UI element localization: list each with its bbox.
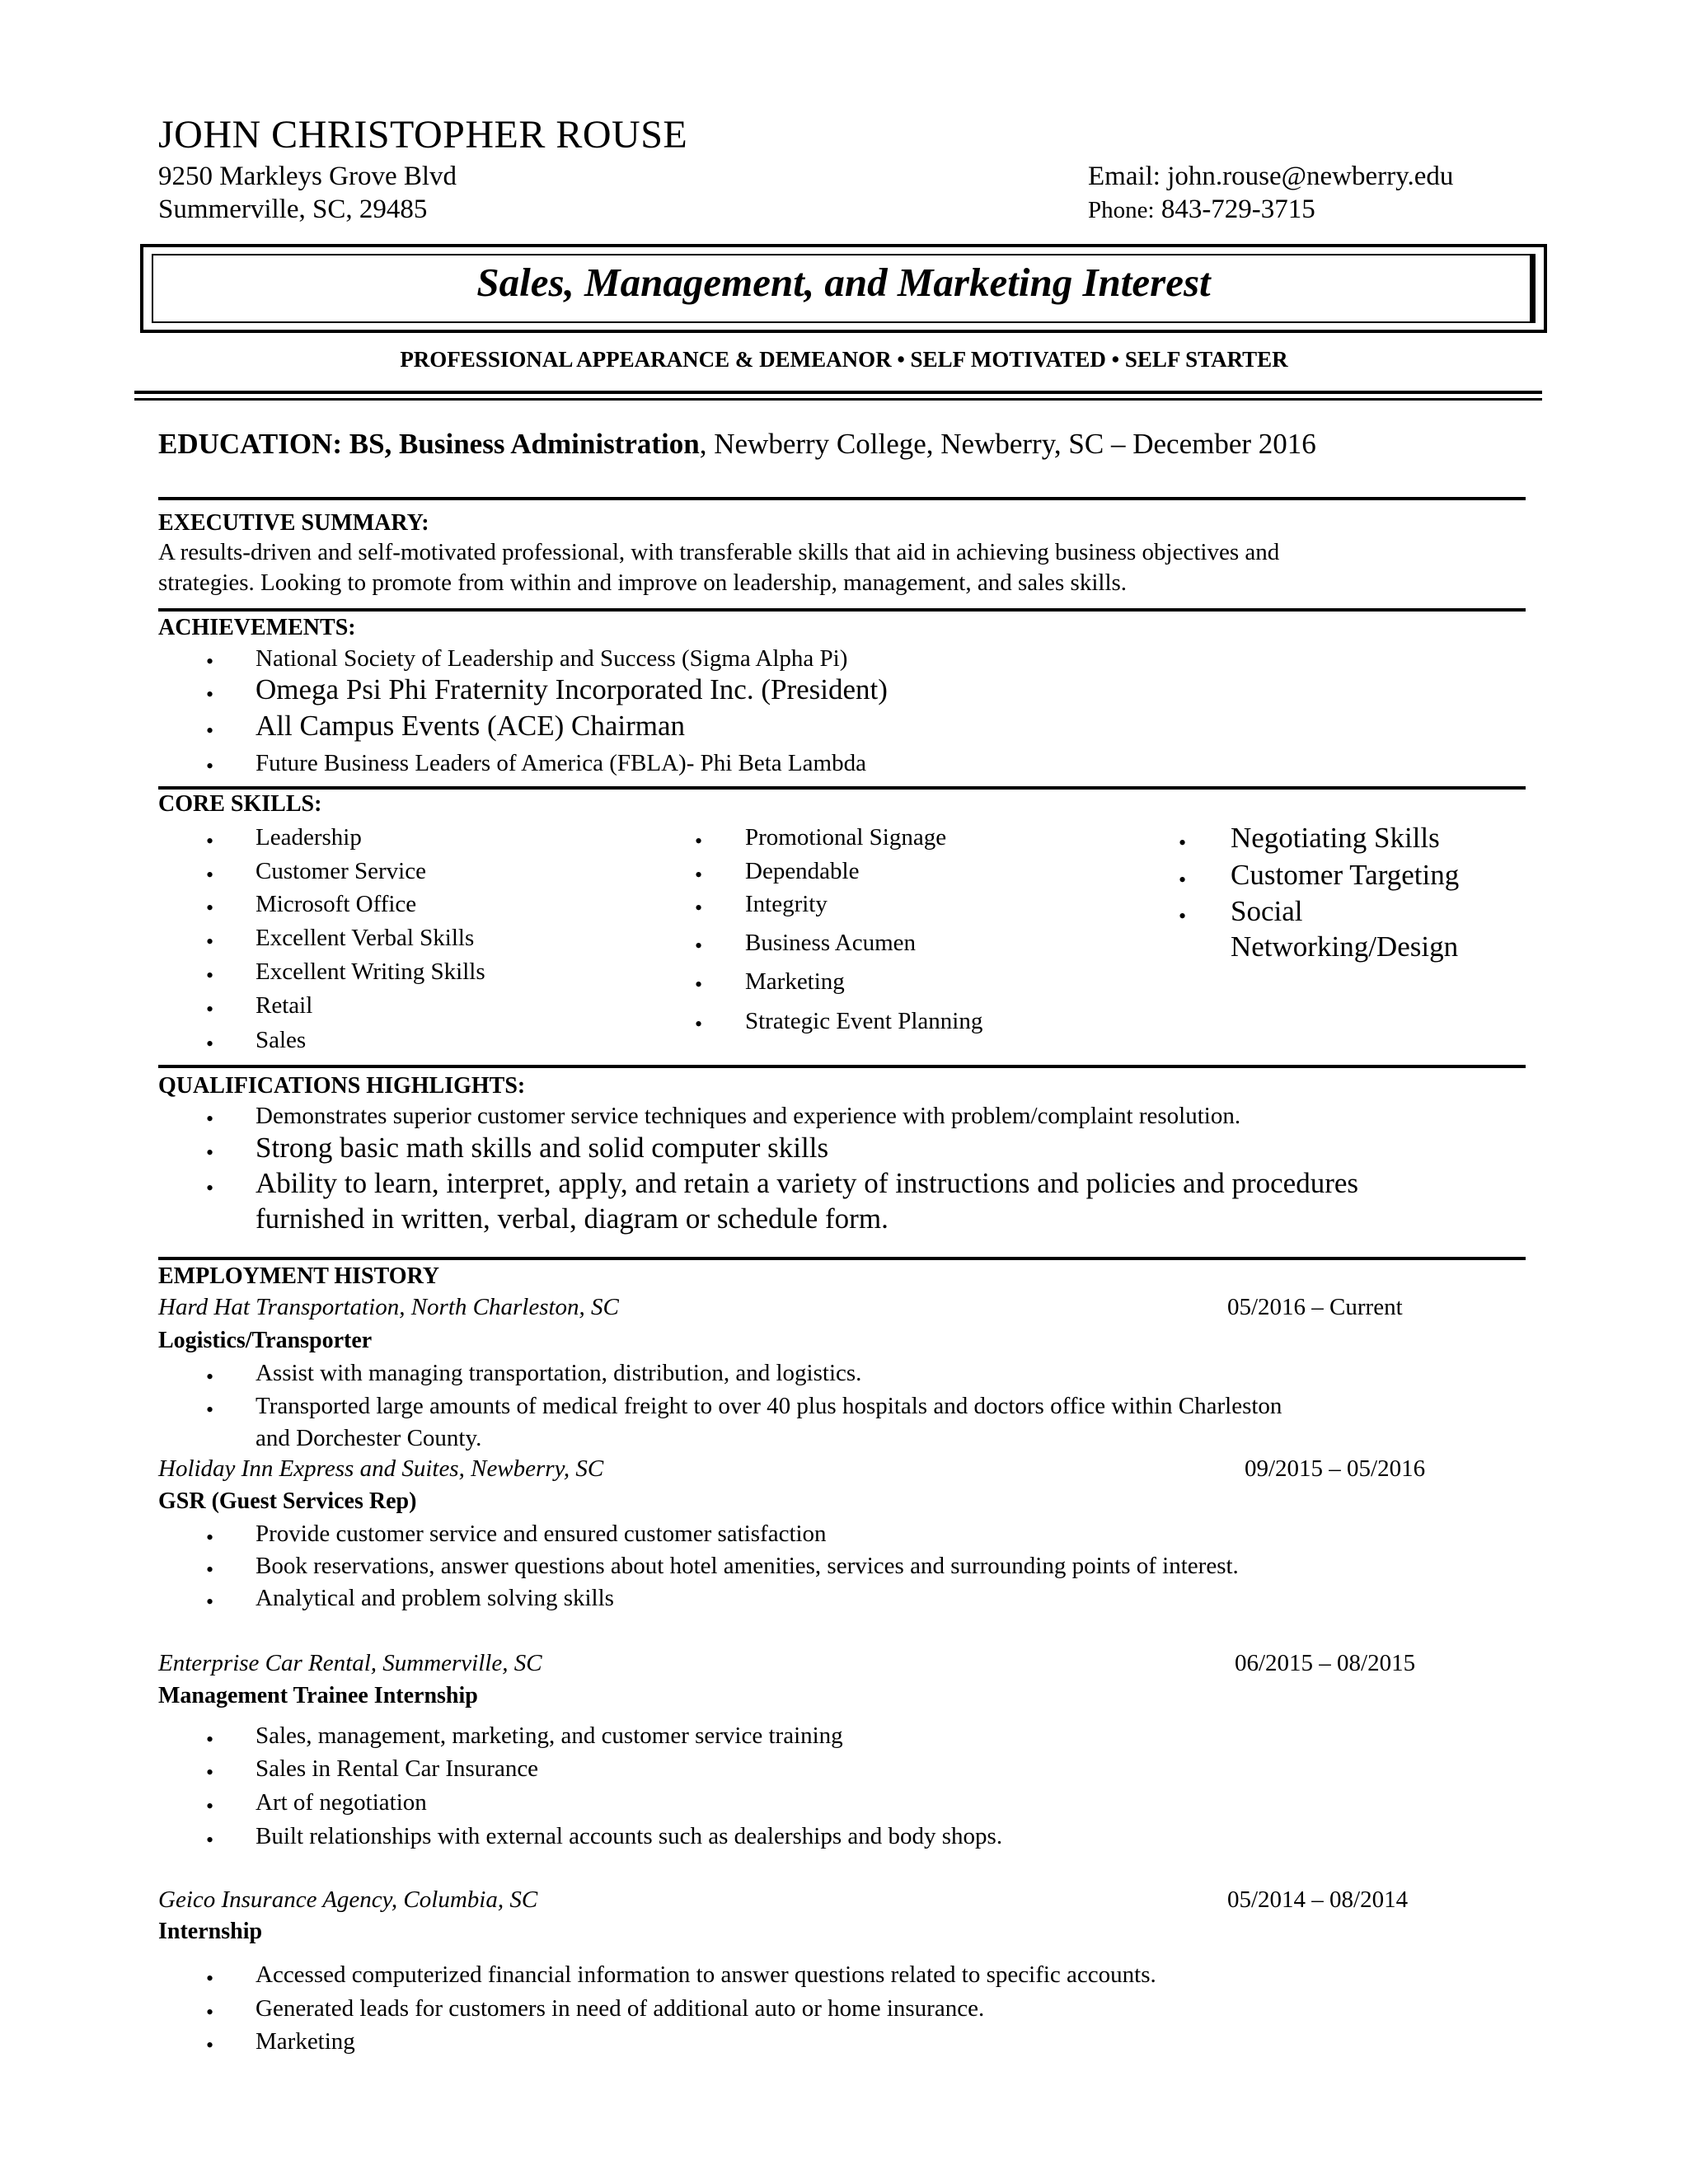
address-line-1: 9250 Markleys Grove Blvd [158, 162, 457, 191]
bullet: • [206, 1828, 214, 1852]
job-company: Holiday Inn Express and Suites, Newberry, SC [158, 1455, 604, 1482]
divider [158, 497, 1526, 500]
job-bullet: Assist with managing transportation, distribution, and logistics. [256, 1360, 862, 1386]
job-bullet-continuation: and Dorchester County. [256, 1425, 482, 1451]
job-company: Enterprise Car Rental, Summerville, SC [158, 1650, 542, 1676]
achievement-item: All Campus Events (ACE) Chairman [256, 710, 686, 742]
divider [134, 391, 1542, 394]
job-company: Hard Hat Transportation, North Charleston, SC [158, 1294, 619, 1320]
bullet: • [206, 2000, 214, 2024]
job-bullet: Sales, management, marketing, and customer service training [256, 1722, 843, 1749]
job-bullet: Marketing [256, 2028, 355, 2055]
job-role: GSR (Guest Services Rep) [158, 1488, 417, 1514]
education-label: EDUCATION: [158, 428, 342, 460]
skill-item: Customer Targeting [1231, 859, 1460, 891]
job-bullet: Generated leads for customers in need of additional auto or home insurance. [256, 1995, 985, 2022]
divider [158, 786, 1526, 790]
job-dates: 06/2015 – 08/2015 [1235, 1650, 1416, 1676]
bullet: • [206, 1141, 214, 1165]
qualification-item: Ability to learn, interpret, apply, and retain a variety of instructions and policies and procedures [256, 1167, 1358, 1199]
job-bullet: Sales in Rental Car Insurance [256, 1755, 539, 1782]
job-dates: 05/2016 – Current [1227, 1294, 1403, 1320]
bullet: • [206, 896, 214, 920]
skill-item: Leadership [256, 824, 362, 851]
bullet: • [206, 1526, 214, 1549]
job-bullet: Accessed computerized financial information to answer questions related to specific accounts. [256, 1961, 1156, 1988]
personal-attributes: PROFESSIONAL APPEARANCE & DEMEANOR • SELF MOTIVATED • SELF STARTER [400, 347, 1288, 372]
achievement-item: Omega Psi Phi Fraternity Incorporated Inc. (President) [256, 673, 888, 705]
bullet: • [206, 1365, 214, 1389]
education-line [158, 428, 1316, 461]
executive-summary-line-1: A results-driven and self-motivated professional, with transferable skills that aid in achieving business objectives and [158, 539, 1280, 565]
skill-item: Sales [256, 1027, 307, 1053]
job-bullet: Book reservations, answer questions about hotel amenities, services and surrounding points of interest. [256, 1553, 1239, 1579]
bullet: • [1179, 904, 1187, 928]
skill-item: Customer Service [256, 858, 426, 884]
bullet: • [206, 649, 214, 673]
executive-summary-heading: EXECUTIVE SUMMARY: [158, 510, 429, 536]
skill-item: Dependable [745, 858, 860, 884]
bullet: • [206, 829, 214, 853]
job-bullet: Provide customer service and ensured customer satisfaction [256, 1521, 827, 1547]
skill-item: Promotional Signage [745, 824, 947, 851]
skill-item: Social [1231, 895, 1303, 927]
skill-item: Excellent Verbal Skills [256, 925, 475, 951]
job-bullet: Analytical and problem solving skills [256, 1585, 614, 1611]
job-role: Logistics/Transporter [158, 1328, 373, 1353]
bullet: • [206, 682, 214, 706]
bullet: • [206, 1966, 214, 1990]
bullet: • [206, 719, 214, 743]
bullet: • [695, 829, 703, 853]
bullet: • [206, 2033, 214, 2057]
bullet: • [206, 1032, 214, 1056]
core-skills-heading: CORE SKILLS: [158, 791, 322, 817]
bullet: • [695, 863, 703, 887]
skill-item: Integrity [745, 891, 828, 917]
bullet: • [206, 997, 214, 1021]
achievements-heading: ACHIEVEMENTS: [158, 615, 356, 640]
achievement-item: Future Business Leaders of America (FBLA)- Phi Beta Lambda [256, 750, 866, 776]
divider [158, 608, 1526, 612]
skill-item: Business Acumen [745, 930, 917, 956]
bullet: • [206, 1760, 214, 1784]
qualification-item: Demonstrates superior customer service techniques and experience with problem/complaint resolution. [256, 1103, 1241, 1129]
phone-number[interactable]: 843-729-3715 [1160, 194, 1315, 224]
address-line-2: Summerville, SC, 29485 [158, 194, 428, 224]
bullet: • [695, 934, 703, 958]
job-company: Geico Insurance Agency, Columbia, SC [158, 1886, 538, 1913]
job-role: Management Trainee Internship [158, 1683, 478, 1708]
bullet: • [206, 754, 214, 778]
job-bullet: Built relationships with external accounts such as dealerships and body shops. [256, 1823, 1003, 1849]
achievement-item: National Society of Leadership and Success (Sigma Alpha Pi) [256, 645, 848, 672]
education-details: , Newberry College, Newberry, SC – December 2016 [699, 428, 1316, 460]
objective-banner [140, 244, 1547, 333]
skill-item: Marketing [745, 968, 845, 995]
divider [158, 1065, 1526, 1068]
bullet: • [206, 930, 214, 954]
phone-line [1088, 194, 1315, 225]
job-bullet: Art of negotiation [256, 1789, 427, 1816]
phone-label: Phone: [1088, 197, 1155, 223]
job-role: Internship [158, 1919, 263, 1944]
bullet: • [206, 1558, 214, 1582]
bullet: • [206, 1107, 214, 1131]
skill-item: Microsoft Office [256, 891, 417, 917]
bullet: • [695, 972, 703, 996]
email[interactable]: Email: john.rouse@newberry.edu [1088, 162, 1454, 191]
bullet: • [1179, 831, 1187, 855]
bullet: • [206, 1398, 214, 1422]
executive-summary-line-2: strategies. Looking to promote from within and improve on leadership, management, and sales skills. [158, 569, 1128, 596]
bullet: • [206, 1727, 214, 1751]
bullet: • [206, 863, 214, 887]
education-degree: BS, Business Administration [349, 428, 700, 460]
bullet: • [695, 896, 703, 920]
job-dates: 09/2015 – 05/2016 [1245, 1455, 1426, 1482]
job-dates: 05/2014 – 08/2014 [1227, 1886, 1409, 1913]
skill-item: Strategic Event Planning [745, 1008, 983, 1034]
candidate-name: JOHN CHRISTOPHER ROUSE [158, 113, 688, 157]
employment-heading: EMPLOYMENT HISTORY [158, 1263, 440, 1289]
qualification-item: Strong basic math skills and solid computer skills [256, 1132, 829, 1164]
objective-title: Sales, Management, and Marketing Interest [476, 260, 1211, 305]
job-bullet: Transported large amounts of medical freight to over 40 plus hospitals and doctors office within Charleston [256, 1393, 1282, 1419]
qualification-item-continuation: furnished in written, verbal, diagram or schedule form. [256, 1202, 889, 1235]
bullet: • [206, 963, 214, 987]
skill-item: Retail [256, 992, 313, 1019]
divider [158, 1257, 1526, 1260]
bullet: • [1179, 868, 1187, 892]
skill-item: Excellent Writing Skills [256, 958, 485, 985]
bullet: • [206, 1176, 214, 1200]
qualifications-heading: QUALIFICATIONS HIGHLIGHTS: [158, 1073, 526, 1099]
skill-item-continuation: Networking/Design [1231, 930, 1459, 963]
bullet: • [695, 1012, 703, 1036]
bullet: • [206, 1590, 214, 1614]
skill-item: Negotiating Skills [1231, 822, 1440, 854]
bullet: • [206, 1794, 214, 1818]
divider [134, 398, 1542, 401]
